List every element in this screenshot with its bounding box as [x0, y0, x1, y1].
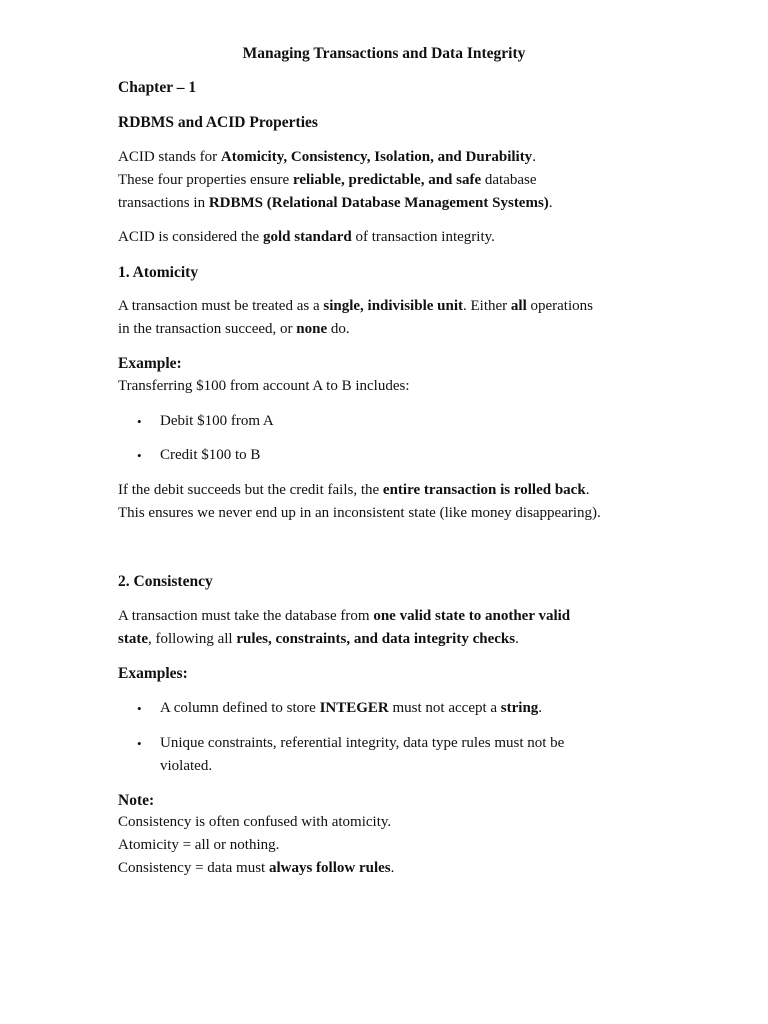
consistency-paragraph: [118, 605, 678, 651]
note-line-3: Consistency = data must always follow rules.: [118, 860, 395, 876]
note-label: Note:: [118, 792, 155, 809]
consistency-heading: 2. Consistency: [118, 573, 213, 590]
list-item: • Debit $100 from A: [118, 410, 680, 433]
note-line-1: Consistency is often confused with atomicity.: [118, 814, 392, 830]
list-item: • Unique constraints, referential integrity, data type rules must not be violated.: [118, 732, 680, 778]
rollback-line-2: This ensures we never end up in an inconsistent state (like money disappearing).: [118, 505, 601, 521]
consistency-line-1: A transaction must take the database from one valid state to another valid: [118, 608, 571, 624]
rollback-line-1: If the debit succeeds but the credit fails, the entire transaction is rolled back.: [118, 482, 590, 498]
list-item: • A column defined to store INTEGER must not accept a string.: [118, 697, 680, 720]
acid-intro-line-3: transactions in RDBMS (Relational Database Management Systems).: [118, 195, 553, 211]
section-heading: RDBMS and ACID Properties: [118, 114, 318, 131]
chapter-label: Chapter – 1: [118, 79, 197, 96]
atomicity-example-text: Transferring $100 from account A to B includes:: [118, 378, 410, 394]
atomicity-heading: 1. Atomicity: [118, 264, 199, 281]
acid-intro-line-1: ACID stands for Atomicity, Consistency, Isolation, and Durability.: [118, 149, 536, 165]
atomicity-line-2: in the transaction succeed, or none do.: [118, 321, 350, 337]
note-paragraph: [118, 811, 678, 880]
atomicity-paragraph: [118, 295, 678, 341]
document-title: Managing Transactions and Data Integrity: [242, 45, 526, 62]
acid-intro-line-2: These four properties ensure reliable, predictable, and safe database: [118, 172, 537, 188]
atomicity-line-1: A transaction must be treated as a single, indivisible unit. Either all operations: [118, 298, 593, 314]
gold-standard-paragraph: ACID is considered the gold standard of transaction integrity.: [118, 229, 495, 245]
atomicity-example-label: Example:: [118, 355, 182, 372]
note-line-2: Atomicity = all or nothing.: [118, 837, 280, 853]
consistency-examples-label: Examples:: [118, 665, 188, 682]
list-item: • Credit $100 to B: [118, 444, 680, 467]
acid-intro-paragraph: [118, 146, 678, 215]
consistency-line-2: state, following all rules, constraints, and data integrity checks.: [118, 631, 519, 647]
rollback-paragraph: [118, 479, 678, 525]
